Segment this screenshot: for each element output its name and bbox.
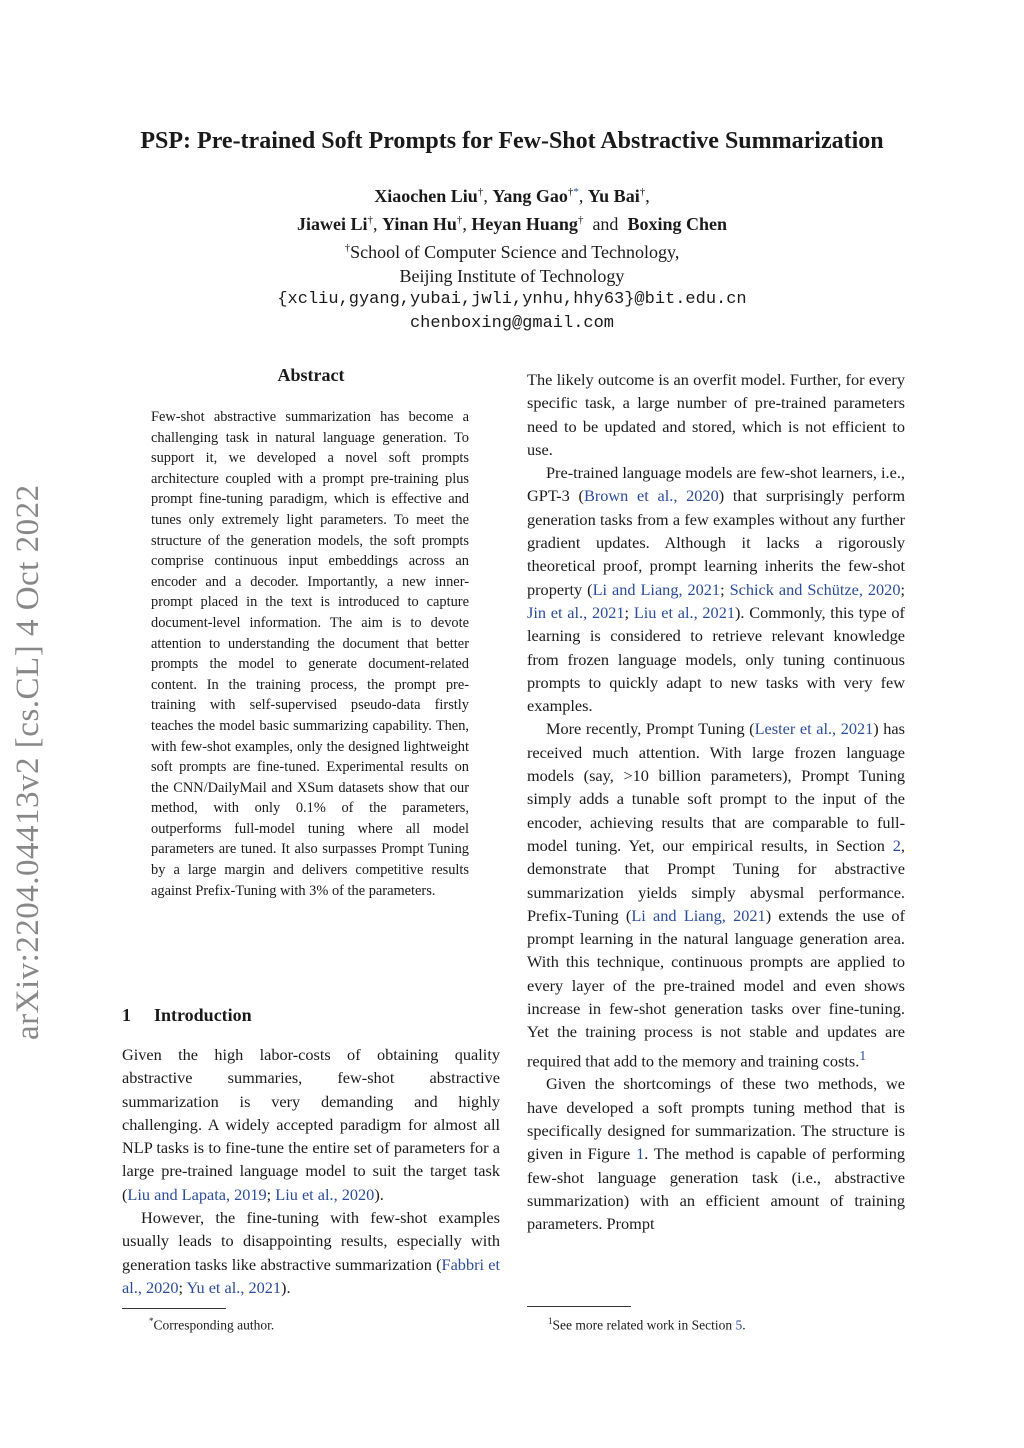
footnote-rule-left [122,1308,226,1309]
introduction-body [122,1043,500,1299]
email-line: chenboxing@gmail.com [409,314,615,333]
citation-link[interactable]: Jin et al., 2021 [527,602,625,622]
citation-link[interactable]: Fabbri et al., 2020 [122,1254,500,1297]
paragraph: Given the high labor-costs of obtaining quality abstractive summaries, few-shot abstractive summarization is very demanding and highly challenging. A widely accepted paradigm for almost all NLP tasks is to fine-tune the entire set of parameters for a large pre-trained language model to suit the target task (Liu and Lapata, 2019; Liu et al., 2020). [122,1045,500,1204]
citation-link[interactable]: Li and Liang, 2021 [631,905,766,925]
author-name: Xiaochen Liu [374,186,478,206]
paragraph: More recently, Prompt Tuning (Lester et al., 2021) has received much attention. With large frozen language models (say, >10 billion parameters), Prompt Tuning simply adds a tunable soft prompt to the input of the encoder, achieving results that are comparable to full-model tuning. Yet, our empirical results, in Section 2, demonstrate that Prompt Tuning for abstractive summarization yields simply abysmal performance. Prefix-Tuning (Li and Liang, 2021) extends the use of prompt learning in the natural language generation area. With this technique, continuous prompts are applied to every layer of the pre-trained model and even shows increase in few-shot generation tasks over fine-tuning. Yet the training process is not stable and updates are required that add to the memory and training costs.$^1$ [527,719,905,1071]
footnote-left: *Corresponding author. [149,1316,275,1333]
section-heading-introduction: 1 Introduction [122,1005,252,1025]
email-line: {xcliu,gyang,yubai,jwli,ynhu,hhy63}@bit.edu.cn [277,290,747,309]
paper-title: PSP: Pre-trained Soft Prompts for Few-Shot Abstractive Summarization [140,128,884,154]
footnote-rule-right [527,1306,631,1307]
author-name: Jiawei Li [297,214,368,234]
abstract-heading: Abstract [277,365,345,385]
citation-link[interactable]: Liu et al., 2021 [633,602,735,622]
citation-link[interactable]: Yu et al., 2021 [186,1277,282,1297]
citation-link[interactable]: Liu and Lapata, 2019 [127,1184,267,1204]
footnote-ref-link[interactable]: 1 [859,1047,867,1063]
paragraph: The likely outcome is an overfit model. Further, for every specific task, a large number of pre-trained parameters need to be updated and stored, which is not efficient to use. [527,370,905,459]
paragraph: Pre-trained language models are few-shot learners, i.e., GPT-3 (Brown et al., 2020) that surprisingly perform generation tasks from a few examples without any further gradient updates. Although it lacks a rigorously theoretical proof, prompt learning inherits the few-shot property (Li and Liang, 2021; Schick and Schütze, 2020; Jin et al., 2021; Liu et al., 2021). Commonly, this type of learning is considered to retrieve relevant knowledge from frozen language models, only tuning continuous prompts to quickly adapt to new tasks with very few examples. [527,463,905,716]
arxiv-side-stamp[interactable]: arXiv:2204.04413v2 [cs.CL] 4 Oct 2022 [10,484,46,1040]
affiliation-line: †School of Computer Science and Technology, [344,242,680,262]
author-line-1: Xiaochen Liu†, Yang Gao†*, Yu Bai†, [374,186,650,206]
author-name: Yinan Hu [382,214,457,234]
paragraph: Given the shortcomings of these two methods, we have developed a soft prompts tuning method that is specifically designed for summarization. The structure is given in Figure 1. The method is capable of performing few-shot language generation task (i.e., abstractive summarization) with an efficient amount of training parameters. Prompt [527,1074,905,1234]
author-name: Boxing Chen [627,214,727,234]
section-ref-link[interactable]: 5 [735,1317,743,1333]
section-ref-link[interactable]: 2 [892,835,901,855]
author-name: Heyan Huang [471,214,578,234]
abstract-body: Few-shot abstractive summarization has become a challenging task in natural language generation. To support it, we developed a novel soft prompts architecture coupled with a prompt pre-training plus prompt fine-tuning paradigm, which is effective and tunes only extremely light parameters. To meet the structure of the generation models, the soft prompts comprise continuous input embeddings across an encoder and a decoder. Importantly, a new inner-prompt placed in the text is introduced to capture document-level information. The aim is to devote attention to understanding the document that better prompts the model to generate document-related content. In the training process, the prompt pre-training with self-supervised pseudo-data firstly teaches the model basic summarizing capability. Then, with few-shot examples, only the designed lightweight soft prompts are fine-tuned. Experimental results on the CNN/DailyMail and XSum datasets show that our method, with only 0.1% of the parameters, outperforms full-model tuning where all model parameters are tuned. It also surpasses Prompt Tuning by a large margin and delivers competitive results against Prefix-Tuning with 3% of the parameters. [151,409,469,899]
author-name: Yang Gao [492,186,568,206]
corresponding-author-mark[interactable]: * [573,186,579,198]
author-block [0,180,1024,336]
figure-ref-link[interactable]: 1 [636,1144,645,1164]
citation-link[interactable]: Brown et al., 2020 [583,486,719,506]
affiliation-line: Beijing Institute of Technology [399,266,625,286]
author-line-2: Jiawei Li†, Yinan Hu†, Heyan Huang† and Boxing Chen [297,214,727,234]
right-column-body [527,368,905,1235]
citation-link[interactable]: Li and Liang, 2021 [592,579,721,599]
footnote-right: $^1$See more related work in Section 5. [548,1316,746,1333]
citation-link[interactable]: Lester et al., 2021 [754,719,874,739]
paragraph: However, the fine-tuning with few-shot examples usually leads to disappointing results, especially with generation tasks like abstractive summarization (Fabbri et al., 2020; Yu et al., 2021). [122,1208,500,1297]
citation-link[interactable]: Schick and Schütze, 2020 [729,579,901,599]
citation-link[interactable]: Liu et al., 2020 [275,1184,375,1204]
author-name: Yu Bai [587,186,640,206]
